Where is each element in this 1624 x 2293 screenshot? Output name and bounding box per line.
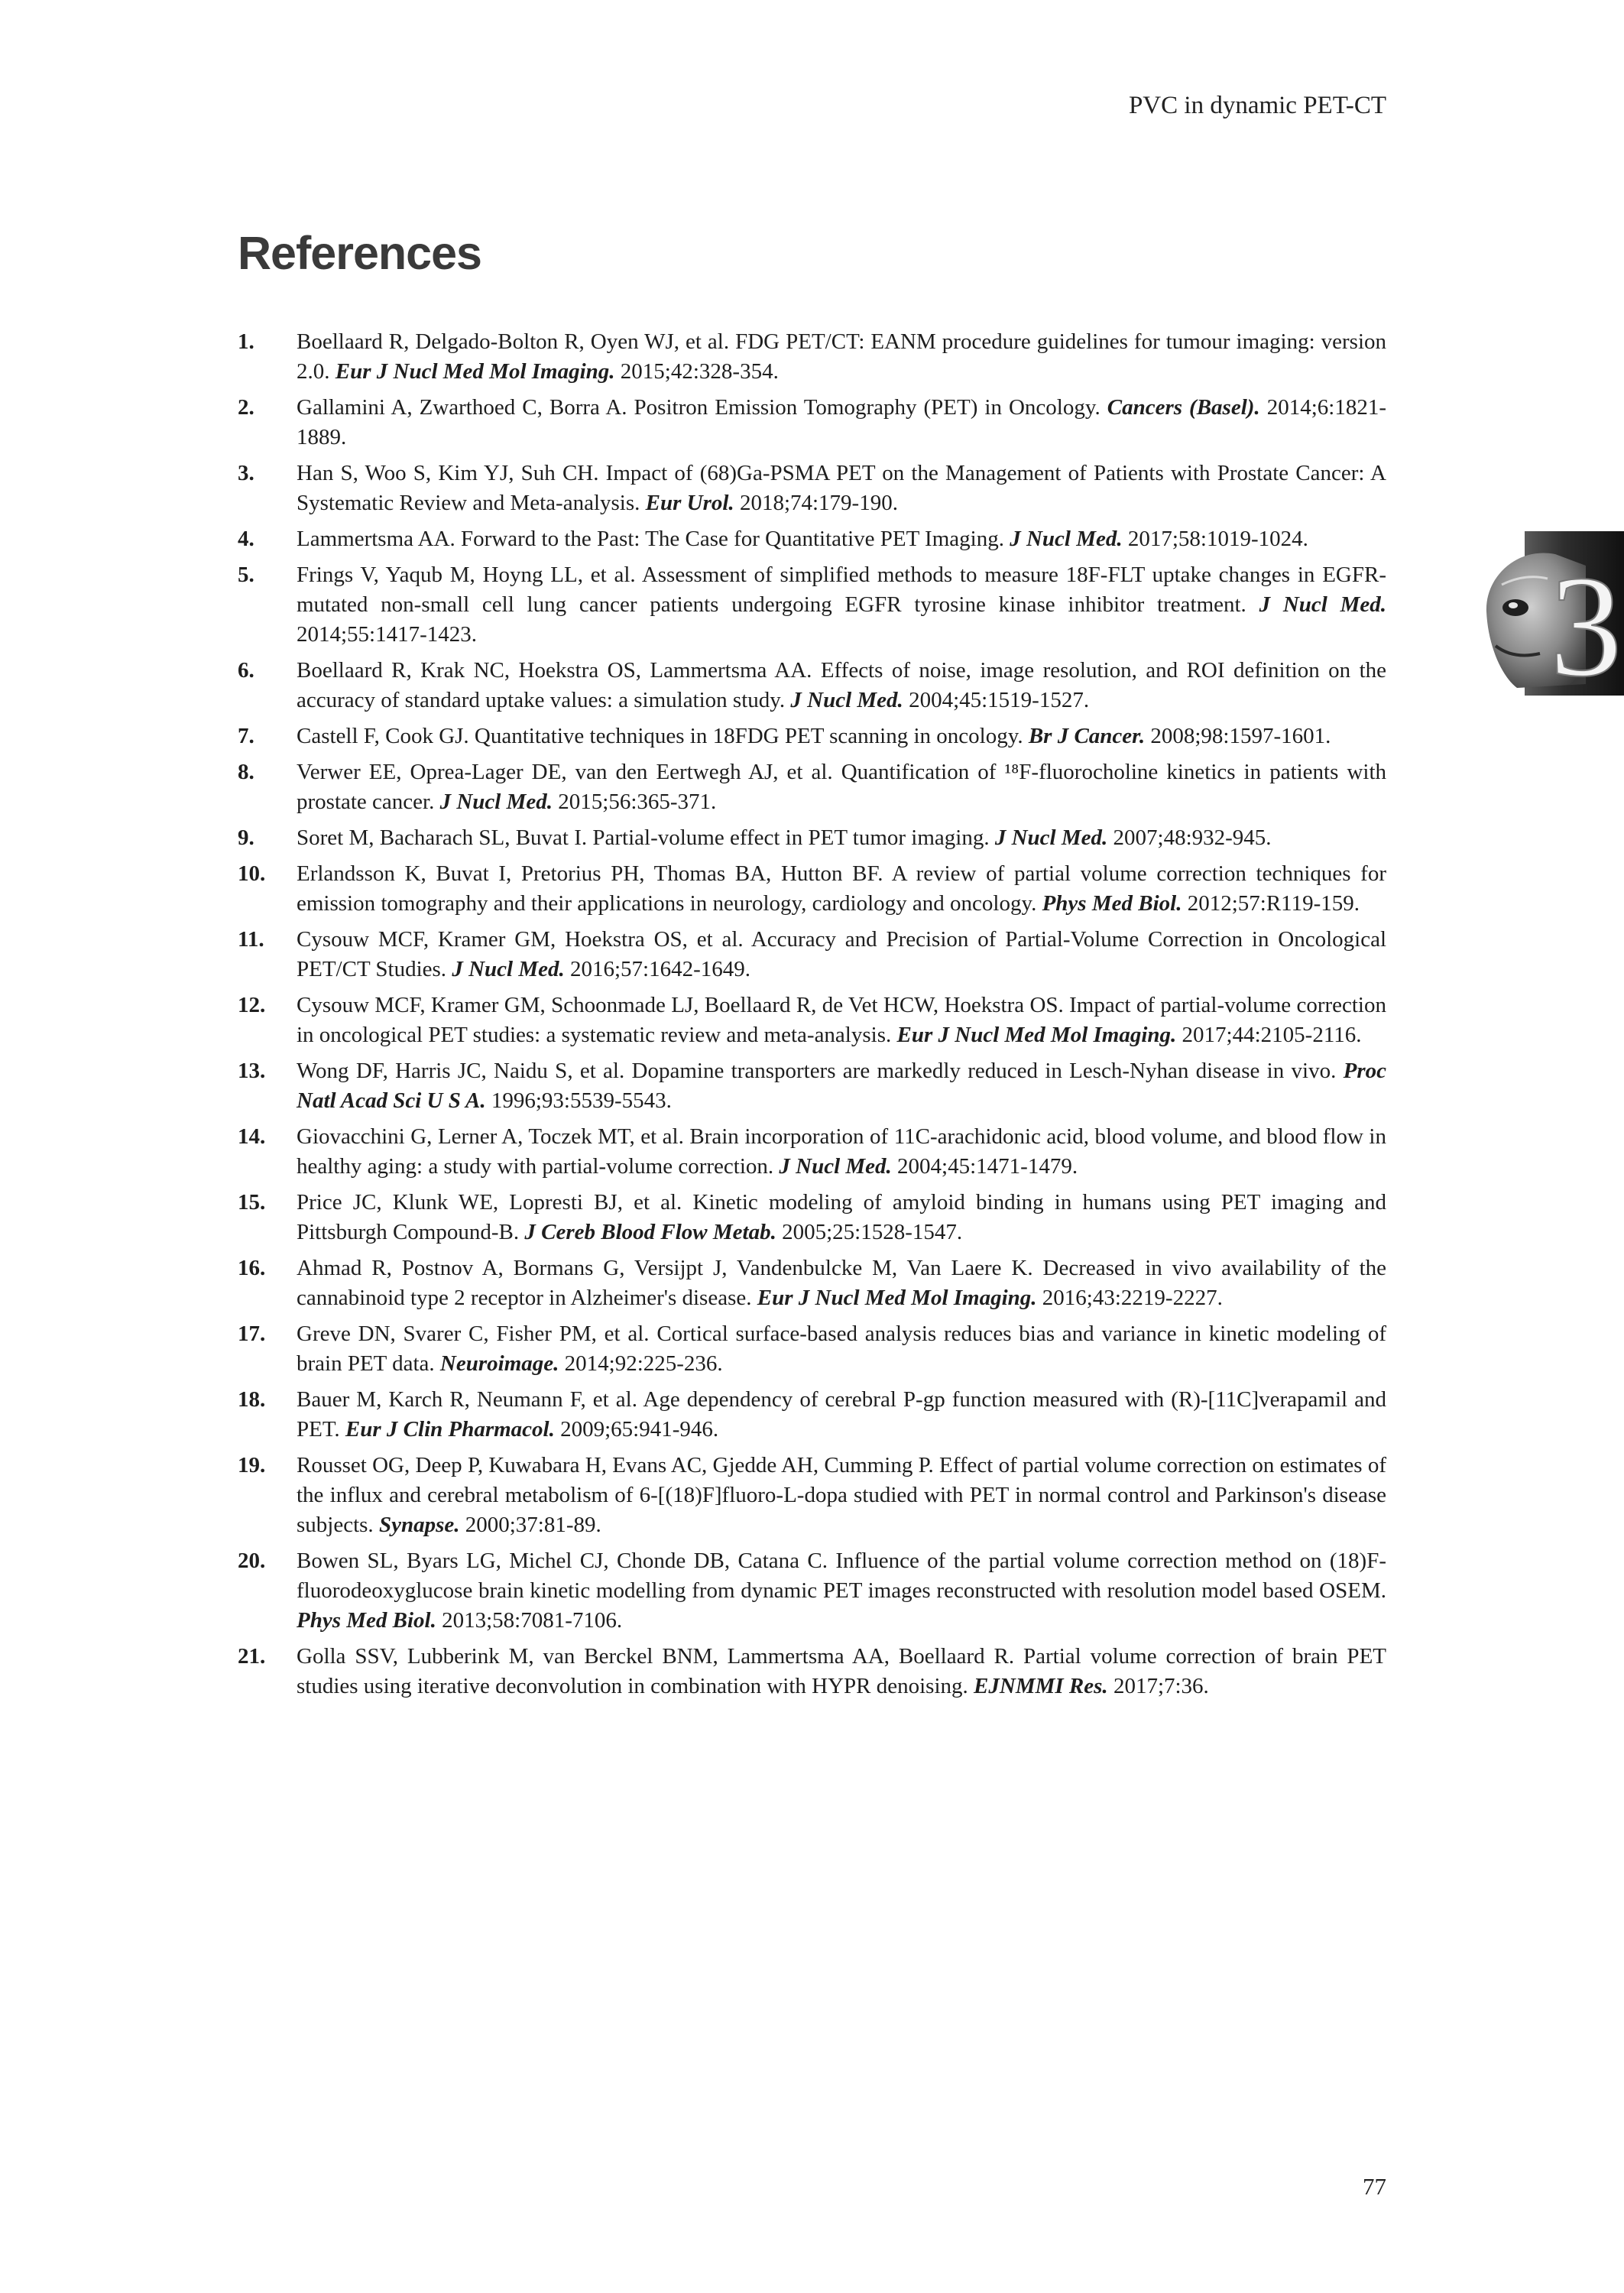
reference-journal: Cancers (Basel).	[1107, 395, 1260, 420]
reference-authors-title: Gallamini A, Zwarthoed C, Borra A. Positron Emission Tomography (PET) in Oncology.	[297, 395, 1107, 420]
reference-citation: 2013;58:7081-7106.	[436, 1608, 623, 1633]
reference-authors-title: Greve DN, Svarer C, Fisher PM, et al. Cortical surface-based analysis reduces bias and variance in kinetic modeling of brain PET data.	[297, 1322, 1386, 1376]
chapter-number: 3	[1549, 546, 1622, 696]
reference-authors-title: Verwer EE, Oprea-Lager DE, van den Eertwegh AJ, et al. Quantification of ¹⁸F-fluorocholine kinetics in patients with prostate cancer.	[297, 760, 1386, 814]
reference-item	[238, 991, 1386, 1050]
reference-number: 8.	[238, 760, 254, 784]
reference-text	[297, 393, 1386, 452]
reference-authors-title: Cysouw MCF, Kramer GM, Schoonmade LJ, Boellaard R, de Vet HCW, Hoekstra OS. Impact of partial-volume correction in oncological PET studies: a systematic review and meta-analysis.	[297, 993, 1386, 1047]
reference-number: 19.	[238, 1453, 266, 1477]
reference-authors-title: Boellaard R, Delgado-Bolton R, Oyen WJ, et al. FDG PET/CT: EANM procedure guidelines for tumour imaging: version 2.0.	[297, 329, 1386, 384]
reference-number: 10.	[238, 861, 266, 886]
chapter-tab	[1471, 531, 1624, 696]
reference-authors-title: Rousset OG, Deep P, Kuwabara H, Evans AC, Gjedde AH, Cumming P. Effect of partial volume correction on estimates of the influx and cerebral metabolism of 6-[(18)F]fluoro-L-dopa studied with PET in normal control and Parkinson's disease subjects.	[297, 1453, 1386, 1537]
reference-journal: Eur Urol.	[645, 491, 734, 515]
reference-number: 16.	[238, 1256, 266, 1280]
reference-journal: EJNMMI Res.	[974, 1674, 1108, 1698]
reference-citation: 2008;98:1597-1601.	[1145, 724, 1331, 748]
reference-number: 2.	[238, 395, 254, 420]
running-head: PVC in dynamic PET-CT	[1128, 92, 1386, 119]
reference-citation: 2015;42:328-354.	[614, 359, 779, 384]
reference-journal: Br J Cancer.	[1028, 724, 1146, 748]
reference-citation: 2016;43:2219-2227.	[1036, 1286, 1223, 1310]
reference-text	[297, 1056, 1386, 1116]
reference-citation: 2004;45:1519-1527.	[903, 688, 1090, 712]
reference-journal: J Nucl Med.	[779, 1154, 892, 1179]
reference-item	[238, 656, 1386, 715]
reference-authors-title: Cysouw MCF, Kramer GM, Hoekstra OS, et al. Accuracy and Precision of Partial-Volume Correction in Oncological PET/CT Studies.	[297, 927, 1386, 981]
reference-text	[297, 1451, 1386, 1540]
reference-number: 13.	[238, 1059, 266, 1083]
reference-text	[297, 560, 1386, 650]
reference-citation: 2005;25:1528-1547.	[776, 1220, 963, 1244]
reference-journal: Eur J Nucl Med Mol Imaging.	[757, 1286, 1037, 1310]
reference-citation: 2007;48:932-945.	[1107, 825, 1272, 850]
reference-text	[297, 459, 1386, 518]
reference-number: 7.	[238, 724, 254, 748]
reference-citation: 2014;92:225-236.	[559, 1351, 723, 1376]
reference-journal: Eur J Nucl Med Mol Imaging.	[896, 1023, 1177, 1047]
reference-citation: 2015;56:365-371.	[553, 790, 717, 814]
reference-journal: J Nucl Med.	[994, 825, 1108, 850]
reference-authors-title: Golla SSV, Lubberink M, van Berckel BNM, Lammertsma AA, Boellaard R. Partial volume correction of brain PET studies using iterative deconvolution in combination with HYPR denoising.	[297, 1644, 1386, 1698]
reference-number: 14.	[238, 1124, 266, 1149]
reference-number: 3.	[238, 461, 254, 485]
reference-authors-title: Bowen SL, Byars LG, Michel CJ, Chonde DB, Catana C. Influence of the partial volume correction method on (18)F-fluorodeoxyglucose brain kinetic modelling from dynamic PET images reconstructed with resolution model based OSEM.	[297, 1549, 1386, 1603]
reference-number: 5.	[238, 563, 254, 587]
reference-journal: Synapse.	[378, 1513, 460, 1537]
reference-journal: J Nucl Med.	[452, 957, 565, 981]
reference-number: 4.	[238, 527, 254, 551]
reference-text	[297, 1122, 1386, 1182]
reference-item	[238, 859, 1386, 919]
reference-text	[297, 1254, 1386, 1313]
reference-number: 21.	[238, 1644, 266, 1669]
reference-authors-title: Bauer M, Karch R, Neumann F, et al. Age dependency of cerebral P-gp function measured with (R)-[11C]verapamil and PET.	[297, 1387, 1386, 1442]
section-title: References	[238, 227, 481, 279]
reference-citation: 2018;74:179-190.	[734, 491, 898, 515]
reference-citation: 2014;6:1821-1889.	[297, 395, 1386, 449]
reference-citation: 2016;57:1642-1649.	[564, 957, 751, 981]
reference-authors-title: Price JC, Klunk WE, Lopresti BJ, et al. Kinetic modeling of amyloid binding in humans using PET imaging and Pittsburgh Compound-B.	[297, 1190, 1386, 1244]
reference-text	[297, 1188, 1386, 1247]
reference-text	[297, 327, 1386, 387]
reference-item	[238, 1056, 1386, 1116]
reference-item	[238, 925, 1386, 984]
reference-item	[238, 1188, 1386, 1247]
reference-authors-title: Erlandsson K, Buvat I, Pretorius PH, Thomas BA, Hutton BF. A review of partial volume correction techniques for emission tomography and their applications in neurology, cardiology and oncology.	[297, 861, 1386, 916]
reference-journal: J Nucl Med.	[439, 790, 553, 814]
reference-item	[238, 757, 1386, 817]
reference-citation: 1996;93:5539-5543.	[485, 1088, 672, 1113]
reference-item	[238, 1546, 1386, 1636]
reference-item	[238, 1319, 1386, 1379]
reference-journal: Eur J Nucl Med Mol Imaging.	[335, 359, 615, 384]
reference-journal: J Nucl Med.	[790, 688, 903, 712]
reference-item	[238, 823, 1386, 853]
reference-citation: 2017;58:1019-1024.	[1122, 527, 1308, 551]
reference-number: 12.	[238, 993, 266, 1017]
reference-authors-title: Castell F, Cook GJ. Quantitative techniques in 18FDG PET scanning in oncology.	[297, 724, 1029, 748]
reference-authors-title: Soret M, Bacharach SL, Buvat I. Partial-volume effect in PET tumor imaging.	[297, 825, 995, 850]
reference-number: 11.	[238, 927, 264, 952]
reference-number: 9.	[238, 825, 254, 850]
reference-item	[238, 1385, 1386, 1445]
reference-item	[238, 524, 1386, 554]
reference-citation: 2012;57:R119-159.	[1182, 891, 1360, 916]
reference-journal: Neuroimage.	[439, 1351, 559, 1376]
reference-item	[238, 1254, 1386, 1313]
reference-text	[297, 722, 1386, 751]
reference-number: 6.	[238, 658, 254, 683]
reference-text	[297, 1642, 1386, 1701]
reference-item	[238, 560, 1386, 650]
reference-citation: 2017;7:36.	[1107, 1674, 1209, 1698]
reference-item	[238, 393, 1386, 452]
reference-number: 1.	[238, 329, 254, 354]
reference-citation: 2000;37:81-89.	[459, 1513, 601, 1537]
reference-item	[238, 1122, 1386, 1182]
page-number: 77	[1363, 2173, 1386, 2200]
reference-journal: J Cereb Blood Flow Metab.	[524, 1220, 776, 1244]
reference-authors-title: Ahmad R, Postnov A, Bormans G, Versijpt J, Vandenbulcke M, Van Laere K. Decreased in vivo availability of the cannabinoid type 2 receptor in Alzheimer's disease.	[297, 1256, 1386, 1310]
reference-citation: 2004;45:1471-1479.	[891, 1154, 1078, 1179]
reference-number: 17.	[238, 1322, 266, 1346]
reference-journal: Phys Med Biol.	[297, 1608, 436, 1633]
reference-text	[297, 1546, 1386, 1636]
reference-citation: 2009;65:941-946.	[554, 1417, 719, 1442]
reference-item	[238, 722, 1386, 751]
decorative-face-icon	[1471, 531, 1624, 696]
reference-journal: J Nucl Med.	[1010, 527, 1123, 551]
reference-journal: J Nucl Med.	[1259, 592, 1386, 617]
reference-item	[238, 1451, 1386, 1540]
reference-authors-title: Frings V, Yaqub M, Hoyng LL, et al. Assessment of simplified methods to measure 18F-FLT uptake changes in EGFR-mutated non-small cell lung cancer patients undergoing EGFR tyrosine kinase inhibitor treatment.	[297, 563, 1386, 617]
reference-number: 20.	[238, 1549, 266, 1573]
reference-citation: 2014;55:1417-1423.	[297, 622, 478, 647]
reference-journal: Phys Med Biol.	[1042, 891, 1182, 916]
reference-text	[297, 656, 1386, 715]
reference-text	[297, 925, 1386, 984]
reference-text	[297, 757, 1386, 817]
reference-text	[297, 1319, 1386, 1379]
reference-text	[297, 524, 1386, 554]
reference-authors-title: Wong DF, Harris JC, Naidu S, et al. Dopamine transporters are markedly reduced in Lesch-Nyhan disease in vivo.	[297, 1059, 1344, 1083]
reference-item	[238, 459, 1386, 518]
reference-authors-title: Boellaard R, Krak NC, Hoekstra OS, Lammertsma AA. Effects of noise, image resolution, and ROI definition on the accuracy of standard uptake values: a simulation study.	[297, 658, 1386, 712]
reference-text	[297, 859, 1386, 919]
reference-authors-title: Lammertsma AA. Forward to the Past: The Case for Quantitative PET Imaging.	[297, 527, 1010, 551]
reference-text	[297, 1385, 1386, 1445]
reference-item	[238, 1642, 1386, 1701]
reference-list	[238, 327, 1386, 1708]
reference-journal: Eur J Clin Pharmacol.	[345, 1417, 555, 1442]
reference-authors-title: Han S, Woo S, Kim YJ, Suh CH. Impact of (68)Ga-PSMA PET on the Management of Patients with Prostate Cancer: A Systematic Review and Meta-analysis.	[297, 461, 1386, 515]
reference-text	[297, 991, 1386, 1050]
reference-citation: 2017;44:2105-2116.	[1176, 1023, 1362, 1047]
reference-item	[238, 327, 1386, 387]
reference-number: 18.	[238, 1387, 266, 1412]
reference-authors-title: Giovacchini G, Lerner A, Toczek MT, et al. Brain incorporation of 11C-arachidonic acid, blood volume, and blood flow in healthy aging: a study with partial-volume correction.	[297, 1124, 1386, 1179]
reference-number: 15.	[238, 1190, 266, 1215]
reference-text	[297, 823, 1386, 853]
reference-journal: Proc Natl Acad Sci U S A.	[297, 1059, 1386, 1113]
